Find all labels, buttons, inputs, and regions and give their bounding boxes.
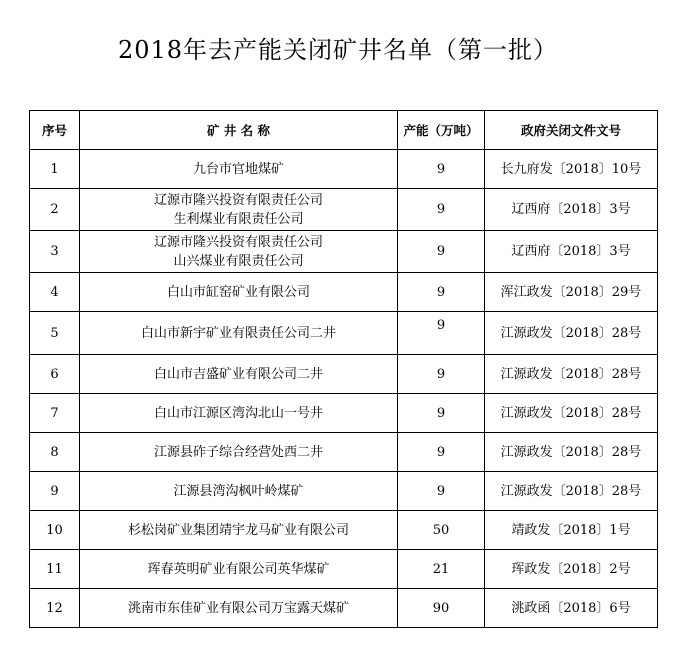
cell-seq: 11 [30,550,80,589]
cell-mine-name [80,433,398,472]
mine-name-line: 杉松岗矿业集团靖宇龙马矿业有限公司 [127,522,349,538]
cell-seq: 1 [30,150,80,189]
mine-name-line: 白山市吉盛矿业有限公司二井 [153,366,323,382]
table-row [30,231,658,273]
table-body [30,150,658,628]
cell-mine-name [80,355,398,394]
table-row [30,550,658,589]
table-header-row [30,111,658,150]
cell-capacity: 50 [398,511,485,550]
cell-capacity: 21 [398,550,485,589]
cell-mine-name [80,589,398,628]
cell-seq: 4 [30,273,80,312]
cell-mine-name [80,231,398,273]
cell-document: 江源政发〔2018〕28号 [485,472,658,511]
cell-capacity: 9 [398,312,485,355]
mine-name-line: 九台市官地煤矿 [192,161,284,177]
mine-name-line: 白山市缸窑矿业有限公司 [166,284,310,300]
cell-capacity: 9 [398,189,485,231]
table-row [30,312,658,355]
cell-seq: 12 [30,589,80,628]
mine-name-line: 江源县砟子综合经营处西二井 [153,444,323,460]
table-row [30,589,658,628]
cell-mine-name [80,312,398,355]
cell-capacity: 9 [398,394,485,433]
cell-seq: 6 [30,355,80,394]
cell-document: 江源政发〔2018〕28号 [485,433,658,472]
cell-mine-name [80,511,398,550]
mine-name-line: 山兴煤业有限责任公司 [173,253,304,269]
table-row [30,472,658,511]
cell-document: 辽西府〔2018〕3号 [485,231,658,273]
header-capacity: 产能（万吨） [398,111,485,150]
cell-seq: 2 [30,189,80,231]
cell-mine-name [80,472,398,511]
cell-capacity: 9 [398,150,485,189]
cell-mine-name [80,394,398,433]
cell-document: 辽西府〔2018〕3号 [485,189,658,231]
table-row [30,189,658,231]
cell-mine-name [80,150,398,189]
cell-seq: 9 [30,472,80,511]
cell-document: 江源政发〔2018〕28号 [485,312,658,355]
mine-name-line: 辽源市隆兴投资有限责任公司 [153,234,323,250]
cell-document: 浑江政发〔2018〕29号 [485,273,658,312]
cell-seq: 8 [30,433,80,472]
header-document: 政府关闭文件文号 [485,111,658,150]
cell-capacity: 9 [398,472,485,511]
mine-name-line: 白山市江源区湾沟北山一号井 [153,405,323,421]
cell-seq: 5 [30,312,80,355]
table-row [30,394,658,433]
mine-name-line: 生利煤业有限责任公司 [173,211,304,227]
cell-document: 江源政发〔2018〕28号 [485,394,658,433]
mine-name-line: 洮南市东佳矿业有限公司万宝露天煤矿 [127,600,349,616]
mine-closure-table [29,110,658,628]
cell-document: 长九府发〔2018〕10号 [485,150,658,189]
cell-document: 珲政发〔2018〕2号 [485,550,658,589]
table-row [30,273,658,312]
table-row [30,355,658,394]
cell-seq: 7 [30,394,80,433]
page-title: 2018年去产能关闭矿井名单（第一批） [117,36,559,64]
cell-capacity: 9 [398,433,485,472]
mine-name-line: 江源县湾沟枫叶岭煤矿 [173,483,304,499]
cell-capacity: 9 [398,273,485,312]
cell-mine-name [80,273,398,312]
mine-name-line: 珲春英明矿业有限公司英华煤矿 [147,561,330,577]
table-row [30,150,658,189]
cell-document: 洮政函〔2018〕6号 [485,589,658,628]
cell-seq: 10 [30,511,80,550]
header-mine-name: 矿 井 名 称 [80,111,398,150]
cell-capacity: 9 [398,355,485,394]
table-row [30,433,658,472]
cell-mine-name [80,189,398,231]
cell-mine-name [80,550,398,589]
cell-capacity: 90 [398,589,485,628]
table-row [30,511,658,550]
cell-seq: 3 [30,231,80,273]
cell-capacity: 9 [398,231,485,273]
cell-document: 江源政发〔2018〕28号 [485,355,658,394]
mine-name-line: 白山市新宇矿业有限责任公司二井 [140,325,336,341]
header-seq: 序号 [30,111,80,150]
cell-document: 靖政发〔2018〕1号 [485,511,658,550]
mine-name-line: 辽源市隆兴投资有限责任公司 [153,192,323,208]
